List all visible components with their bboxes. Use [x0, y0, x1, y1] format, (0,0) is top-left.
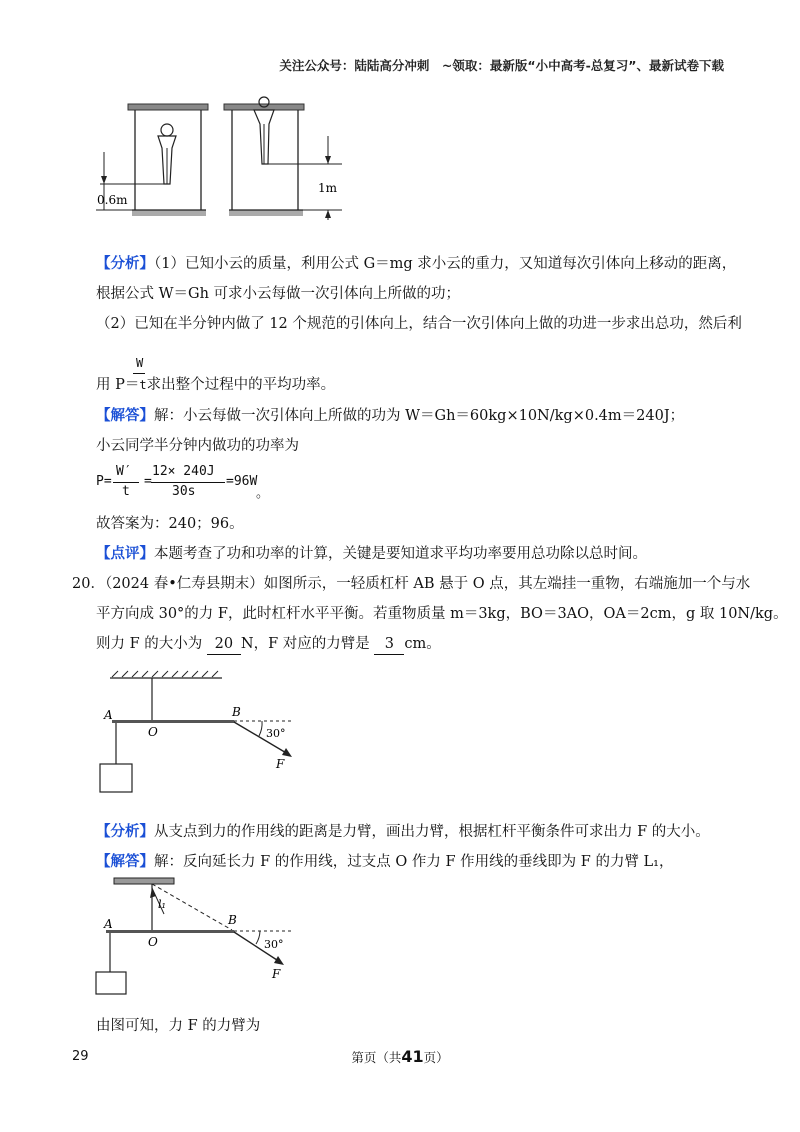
arm-label: l₁ [158, 898, 166, 911]
answer-blank-2: 3 [374, 634, 404, 655]
force-label-2: F [272, 967, 281, 981]
solution-line-1: 【解答】解：小云每做一次引体向上所做的功为 W＝Gh＝60kg×10N/kg×0.4m＝240J； [96, 407, 685, 424]
label-1m: 1m [318, 181, 338, 195]
formula-den2: 30s [172, 484, 196, 499]
formula-p: P= [96, 474, 112, 489]
solution20-tag: 【解答】 [96, 853, 154, 870]
q20-line-2: 平方向成 30°的力 F，此时杠杆水平平衡。若重物质量 m＝3kg，BO＝3AO，OA＝2cm，g 取 10N/kg。 [96, 606, 788, 622]
formula-den1: t [122, 484, 130, 499]
point-o: O [148, 725, 158, 739]
fraction-numerator: W [136, 356, 144, 370]
pullup-figure [92, 92, 352, 222]
footer-number: 29 [72, 1049, 89, 1064]
analysis20-tag: 【分析】 [96, 823, 154, 840]
footer-page-count: 第页（共41页） [351, 1047, 449, 1066]
lever-arm-figure [92, 874, 312, 1004]
force-label: F [276, 757, 285, 771]
solution20-line: 【解答】解：反向延长力 F 的作用线，过支点 O 作力 F 作用线的垂线即为 F 的力臂 L₁， [96, 853, 674, 870]
analysis-line-2: 根据公式 W＝Gh 可求小云每做一次引体向上所做的功； [96, 286, 461, 302]
formula-result: =96W [226, 474, 258, 489]
angle-label: 30° [266, 727, 286, 740]
solution20-last-line: 由图可知，力 F 的力臂为 [96, 1018, 261, 1034]
point-o-2: O [148, 935, 158, 949]
formula-num2: 12× 240J [152, 464, 215, 479]
analysis20-line: 【分析】从支点到力的作用线的距离是力臂，画出力臂，根据杠杆平衡条件可求出力 F 的大小。 [96, 823, 710, 840]
q20-line-1: 20．（2024 春•仁寿县期末）如图所示，一轻质杠杆 AB 悬于 O 点，其左端挂一重物，右端施加一个与水 [72, 576, 751, 592]
comment-line: 【点评】本题考查了功和功率的计算，关键是要知道求平均功率要用总功除以总时间。 [96, 545, 647, 562]
analysis-tag: 【分析】 [96, 255, 154, 272]
q20-line-3: 则力 F 的大小为 20 N，F 对应的力臂是 3 cm。 [96, 634, 441, 655]
fraction-bar [133, 373, 145, 374]
analysis-line-1: 【分析】（1）已知小云的质量，利用公式 G＝mg 求小云的重力，又知道每次引体向上移动的距离， [96, 255, 737, 272]
formula-num1: W′ [116, 464, 132, 479]
analysis-line-4: 用 P＝t求出整个过程中的平均功率。 [96, 377, 336, 393]
point-b-2: B [228, 913, 237, 927]
label-0.6m: 0.6m [97, 193, 128, 207]
angle-label-2: 30° [264, 938, 284, 951]
solution-tag: 【解答】 [96, 407, 154, 424]
point-a-2: A [104, 917, 113, 931]
comment-tag: 【点评】 [96, 545, 154, 562]
page-header: 关注公众号：陆陆高分冲刺 ~领取：最新版“小中高考-总复习”、最新试卷下载 [279, 58, 724, 73]
answer-blank-1: 20 [207, 634, 241, 655]
answer-line: 故答案为：240；96。 [96, 516, 244, 532]
point-b: B [232, 705, 241, 719]
analysis-line-3: （2）已知在半分钟内做了 12 个规范的引体向上，结合一次引体向上做的功进一步求出总功，然后利 [96, 316, 742, 332]
lever-figure [92, 668, 312, 808]
solution-line-2: 小云同学半分钟内做功的功率为 [96, 438, 299, 454]
point-a: A [104, 708, 113, 722]
